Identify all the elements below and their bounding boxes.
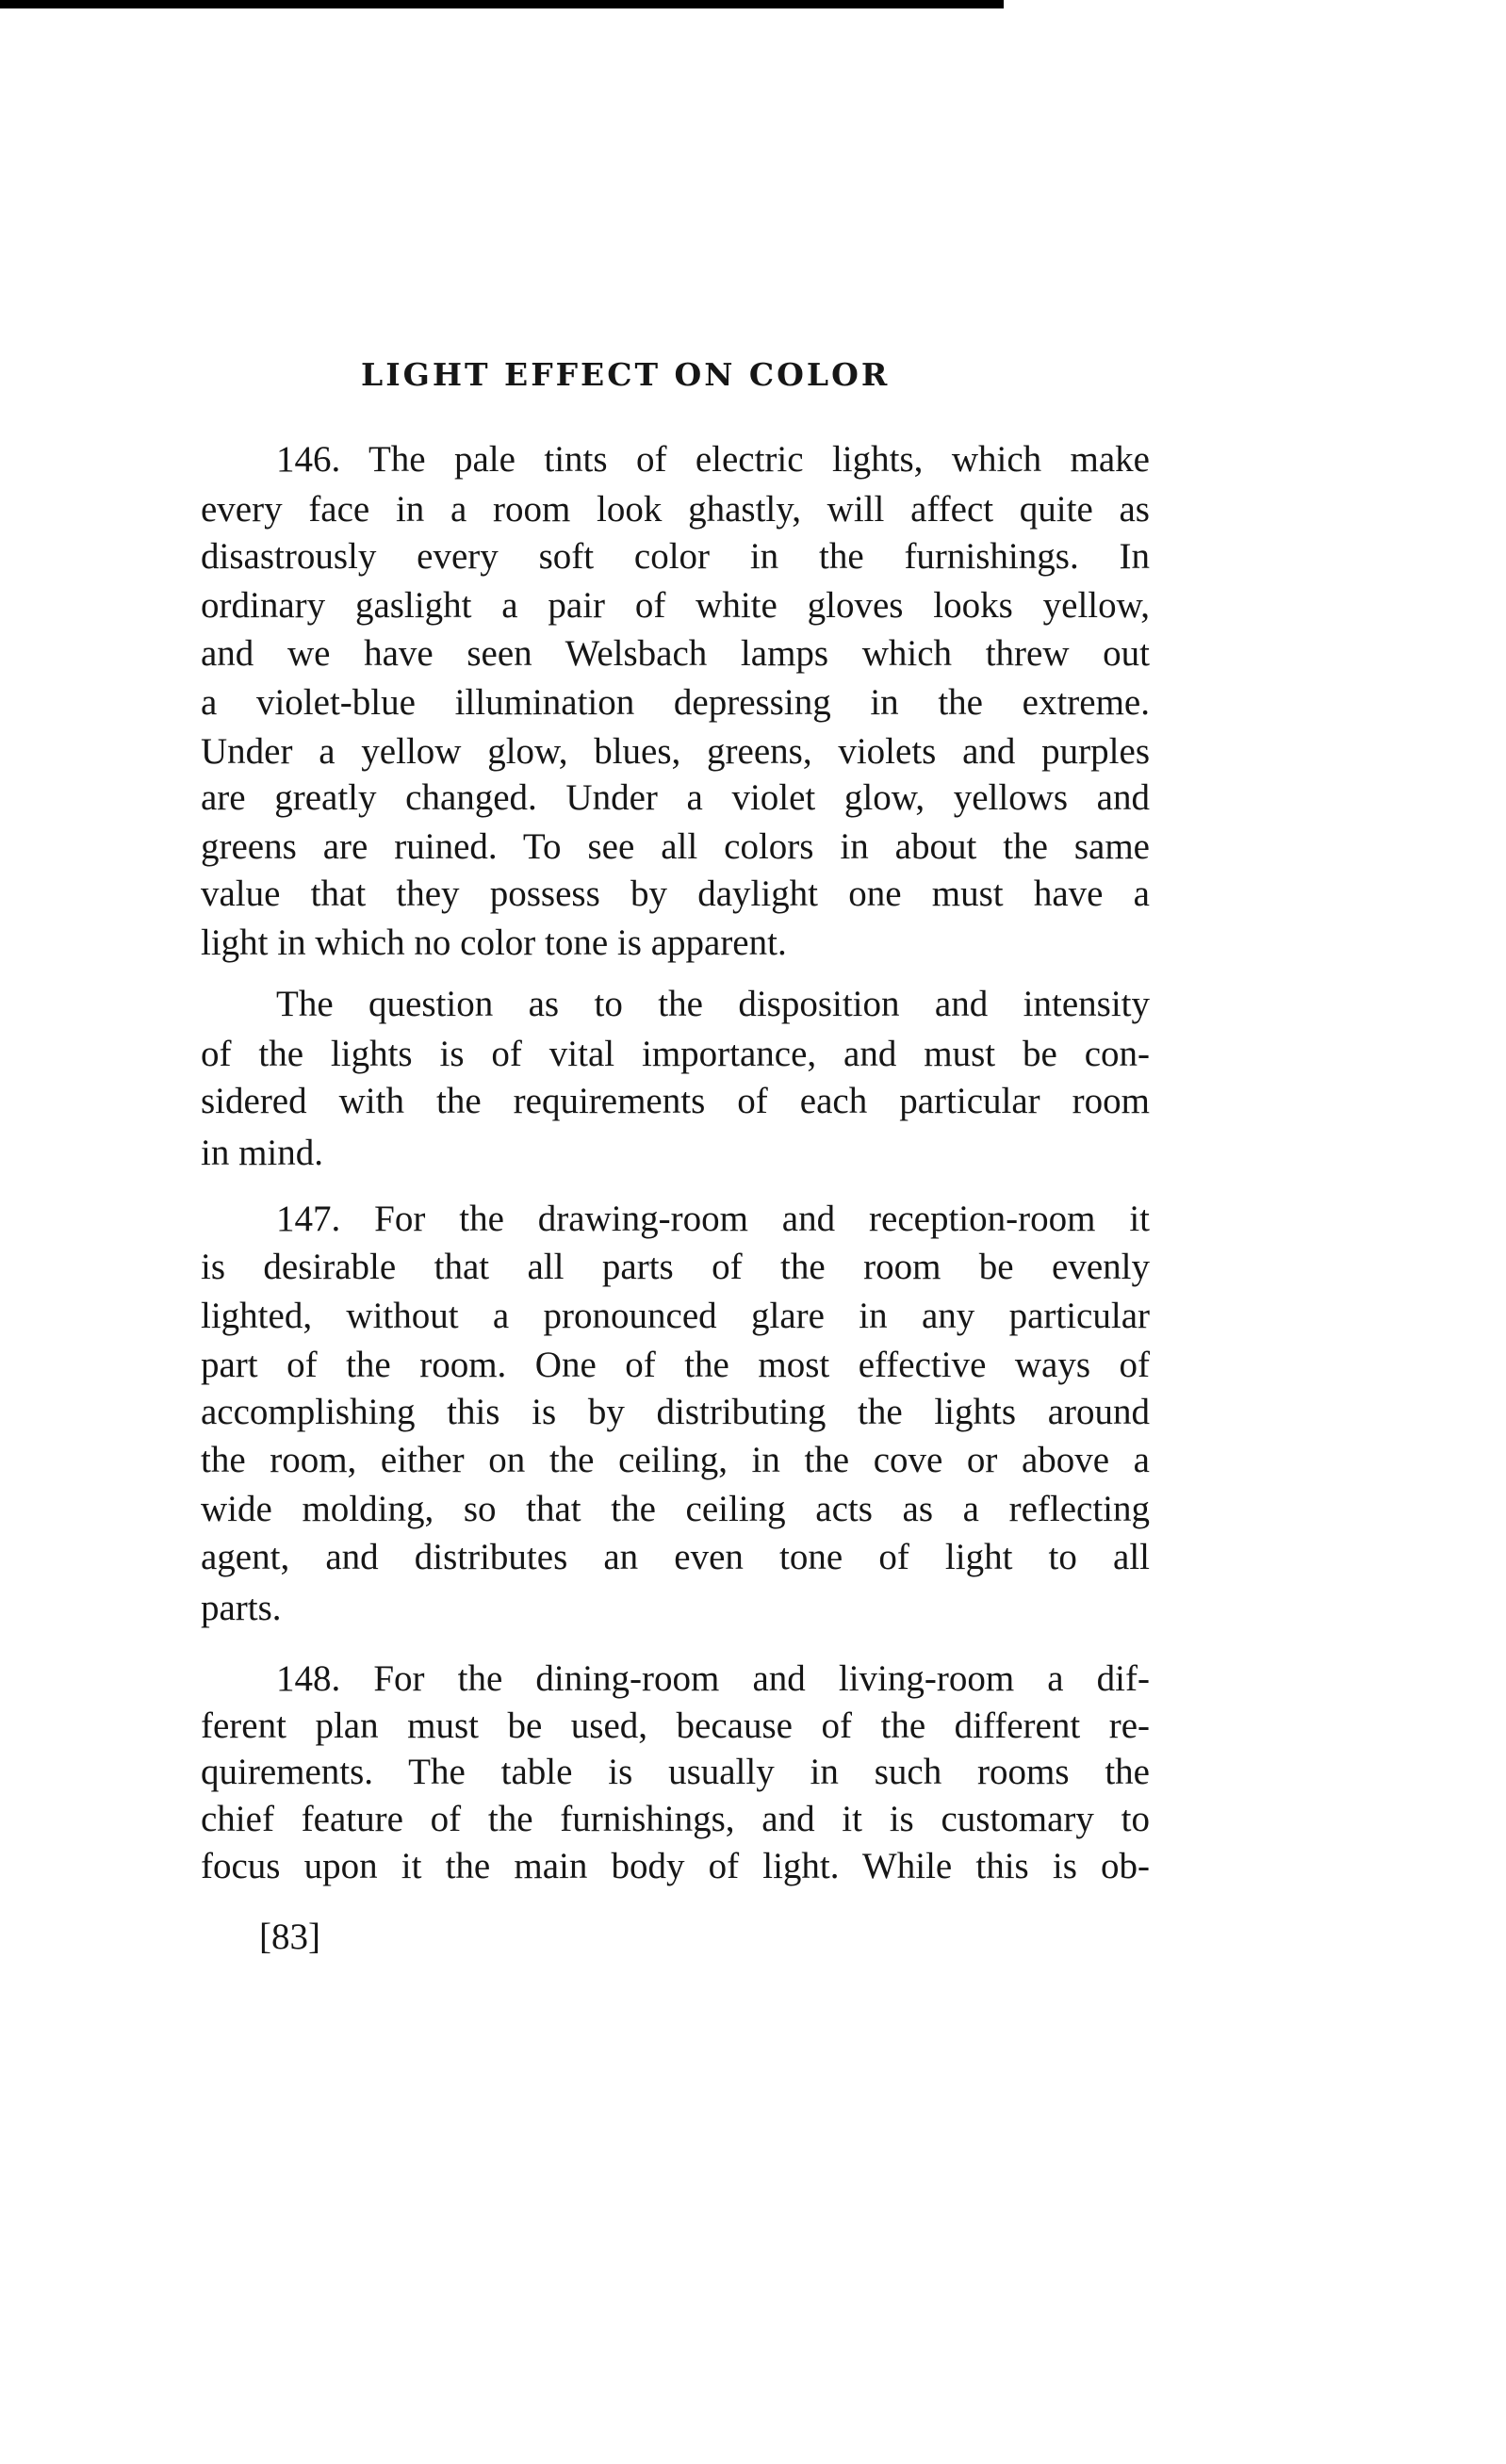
text-line: focus upon it the main body of light. While this is ob-	[201, 1846, 1150, 1886]
text-line: agent, and distributes an even tone of light to all	[201, 1537, 1150, 1577]
text-line: chief feature of the furnishings, and it is customary to	[201, 1799, 1150, 1839]
text-line: 148. For the dining-room and living-room a dif-	[276, 1658, 1150, 1699]
text-line: is desirable that all parts of the room be evenly	[201, 1247, 1150, 1287]
text-line: light in which no color tone is apparent.	[201, 922, 787, 963]
text-line: sidered with the requirements of each particular room	[201, 1081, 1150, 1121]
text-line: Under a yellow glow, blues, greens, violets and purples	[201, 731, 1150, 772]
text-line: quirements. The table is usually in such rooms the	[201, 1752, 1150, 1792]
text-line: are greatly changed. Under a violet glow, yellows and	[201, 777, 1150, 818]
text-line: a violet-blue illumination depressing in the extreme.	[201, 682, 1150, 723]
page-heading: LIGHT EFFECT ON COLOR	[361, 356, 891, 393]
text-line: value that they possess by daylight one must have a	[201, 873, 1150, 914]
text-line: ordinary gaslight a pair of white gloves looks yellow,	[201, 585, 1150, 626]
text-line: 146. The pale tints of electric lights, which make	[276, 439, 1150, 480]
page-number: [83]	[259, 1917, 320, 1957]
text-line: in mind.	[201, 1133, 324, 1173]
text-line: parts.	[201, 1588, 282, 1628]
text-line: wide molding, so that the ceiling acts as a reflecting	[201, 1489, 1150, 1529]
text-line: lighted, without a pronounced glare in any particular	[201, 1296, 1150, 1336]
text-line: greens are ruined. To see all colors in about the same	[201, 826, 1150, 867]
text-line: part of the room. One of the most effective ways of	[201, 1345, 1150, 1385]
text-line: of the lights is of vital importance, and must be con-	[201, 1034, 1150, 1074]
text-line: accomplishing this is by distributing the lights around	[201, 1392, 1150, 1432]
text-line: The question as to the disposition and intensity	[276, 984, 1150, 1024]
text-line: every face in a room look ghastly, will affect quite as	[201, 489, 1150, 530]
text-line: ferent plan must be used, because of the different re-	[201, 1705, 1150, 1746]
text-line: the room, either on the ceiling, in the cove or above a	[201, 1440, 1150, 1480]
text-line: and we have seen Welsbach lamps which threw out	[201, 633, 1150, 674]
text-line: 147. For the drawing-room and reception-room it	[276, 1199, 1150, 1239]
text-line: disastrously every soft color in the furnishings. In	[201, 536, 1150, 577]
scan-edge-bar	[0, 0, 1004, 8]
